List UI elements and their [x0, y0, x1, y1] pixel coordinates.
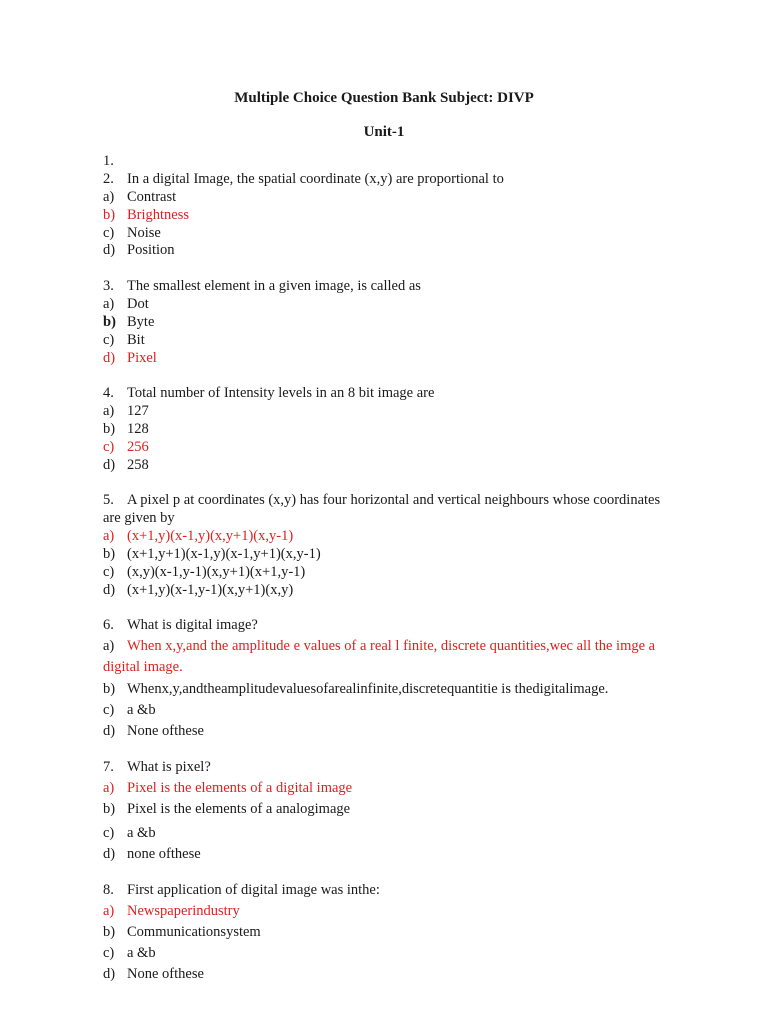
question-1 — [103, 152, 693, 170]
question-number: 7. — [103, 759, 114, 775]
question-2 — [103, 170, 693, 188]
option-a: a) Contrast — [103, 189, 177, 205]
option-a: a) 127 — [103, 403, 149, 419]
option-a-continued: digital image. — [103, 659, 183, 675]
question-text: A pixel p at coordinates (x,y) has four horizontal and vertical neighbours whose coordinates — [127, 492, 661, 508]
question-number: 1. — [103, 153, 114, 169]
question-text-continued: are given by — [103, 510, 175, 526]
option-a-correct: a) Pixel is the elements of a digital image — [103, 780, 353, 796]
option-a-correct: a) When x,y,and the amplitude e values of a real l finite, discrete quantities,wec all the imge a — [103, 638, 656, 654]
question-number: 8. — [103, 882, 114, 898]
option-b: b) (x+1,y+1)(x-1,y)(x-1,y+1)(x,y-1) — [103, 546, 321, 562]
question-text: First application of digital image was inthe: — [127, 882, 380, 898]
option-c-correct: c) 256 — [103, 439, 149, 455]
option-c: c) a &b — [103, 945, 156, 961]
question-6 — [103, 616, 693, 634]
question-number: 4. — [103, 385, 114, 401]
question-text: What is pixel? — [127, 759, 211, 775]
option-d: d) None ofthese — [103, 723, 204, 739]
question-5 — [103, 491, 723, 509]
question-text: Total number of Intensity levels in an 8 bit image are — [127, 385, 435, 401]
question-3 — [103, 277, 693, 295]
option-a-correct: a) (x+1,y)(x-1,y)(x,y+1)(x,y-1) — [103, 528, 294, 544]
option-b: b) 128 — [103, 421, 149, 437]
option-b: b) Pixel is the elements of a analogimage — [103, 801, 351, 817]
question-number: 2. — [103, 171, 114, 187]
question-number: 5. — [103, 492, 114, 508]
question-number: 3. — [103, 278, 114, 294]
option-b: b) Whenx,y,andtheamplitudevaluesofarealinfinite,discretequantitie is thedigitalimage. — [103, 681, 609, 697]
question-4 — [103, 384, 693, 402]
option-c: c) a &b — [103, 825, 156, 841]
option-c: c) Noise — [103, 225, 161, 241]
question-7 — [103, 758, 693, 776]
unit-heading: Unit-1 — [363, 124, 405, 140]
option-d: d) none ofthese — [103, 846, 201, 862]
option-d-correct: d) Pixel — [103, 350, 157, 366]
question-number: 6. — [103, 617, 114, 633]
question-8 — [103, 881, 693, 899]
option-c: c) (x,y)(x-1,y-1)(x,y+1)(x+1,y-1) — [103, 564, 306, 580]
option-b-correct: b) Brightness — [103, 207, 190, 223]
document-title: Multiple Choice Question Bank Subject: DIVP — [234, 90, 534, 106]
option-a: a) Dot — [103, 296, 149, 312]
option-c: c) Bit — [103, 332, 145, 348]
option-c: c) a &b — [103, 702, 156, 718]
option-d: d) (x+1,y)(x-1,y-1)(x,y+1)(x,y) — [103, 582, 294, 598]
question-text: What is digital image? — [127, 617, 258, 633]
question-text: In a digital Image, the spatial coordinate (x,y) are proportional to — [127, 171, 504, 187]
option-d: d) Position — [103, 242, 175, 258]
question-text: The smallest element in a given image, is called as — [127, 278, 421, 294]
option-b: b) Communicationsystem — [103, 924, 261, 940]
option-d: d) 258 — [103, 457, 149, 473]
option-d: d) None ofthese — [103, 966, 204, 982]
option-a-correct: a) Newspaperindustry — [103, 903, 240, 919]
option-b: b) Byte — [103, 314, 155, 330]
